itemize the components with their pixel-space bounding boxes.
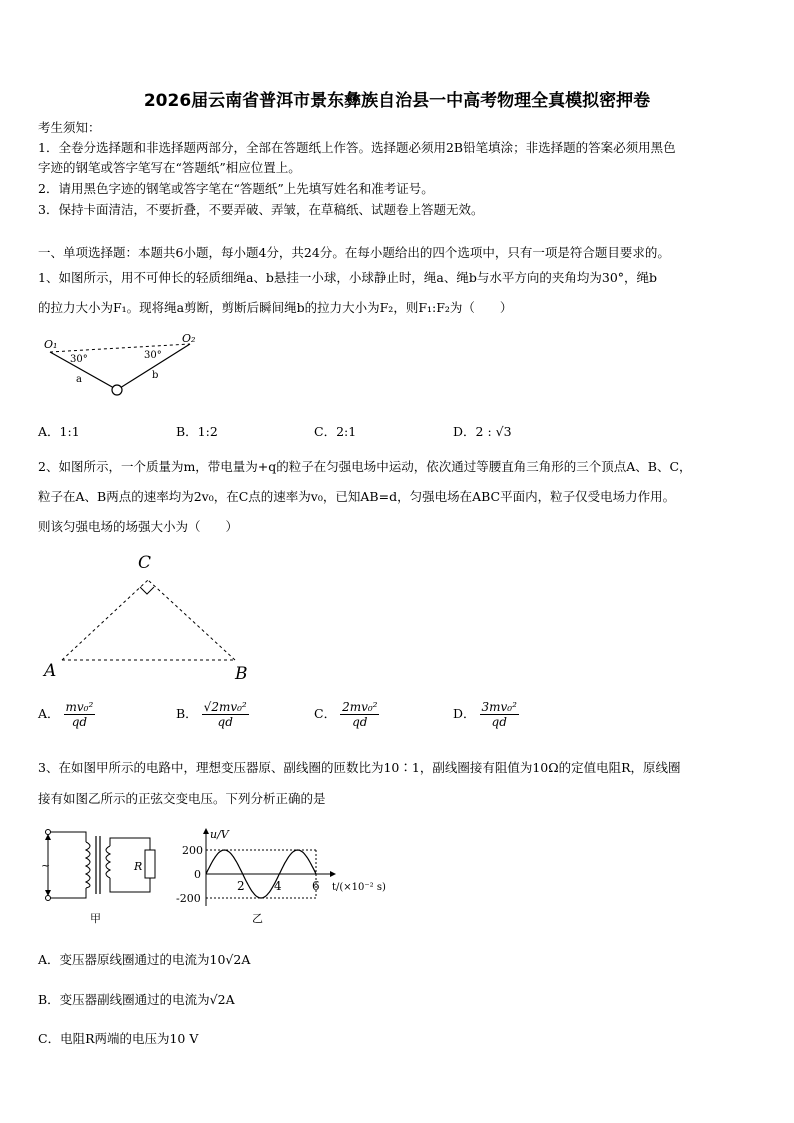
x-tick-2: 2: [237, 879, 245, 893]
label-rope-b: b: [152, 370, 159, 381]
ceiling-dashed-line: [50, 344, 190, 352]
vertex-a: A: [44, 661, 57, 681]
q2-option-c[interactable]: [314, 700, 379, 729]
terminal-bottom: [46, 896, 51, 901]
secondary-coil: [106, 846, 110, 878]
notice-item-1: 1．全卷分选择题和非选择题两部分，全部在答题纸上作答。选择题必须用2B铅笔填涂；非选择题的答案必须用黑色: [38, 140, 676, 155]
frac-den: qd: [71, 715, 88, 729]
q2-stem-line3: 则该匀强电场的场强大小为（ ）: [38, 519, 239, 534]
frac-num: mv₀²: [65, 700, 94, 714]
q1-option-d[interactable]: [453, 422, 512, 440]
notice-item-2: 2．请用黑色字迹的钢笔或答字笔在“答题纸”上先填写姓名和准考证号。: [38, 181, 434, 196]
q3-option-c[interactable]: C．电阻R两端的电压为10 V: [38, 1031, 199, 1046]
frac-num: 2mv₀²: [342, 700, 378, 714]
q2-figure: [40, 548, 260, 683]
x-tick-6: 6: [312, 879, 320, 893]
vertex-b: B: [235, 664, 248, 683]
notice-heading: 考生须知：: [38, 120, 101, 135]
figure-yi-label: 乙: [252, 912, 263, 925]
figure-jia-label: 甲: [90, 912, 101, 925]
q1-stem-line1: 1、如图所示，用不可伸长的轻质细绳a、b悬挂一小球，小球静止时，绳a、绳b与水平方向的夹角均为30°，绳b: [38, 270, 658, 285]
primary-coil: [86, 842, 90, 888]
u-axis-label: u/V: [210, 828, 229, 841]
q2-option-d[interactable]: [453, 700, 519, 729]
q1-option-d-value: 2 : √3: [475, 424, 512, 439]
frac-num: √2mv₀²: [203, 700, 247, 714]
frac-num: 3mv₀²: [481, 700, 517, 714]
y-tick-0: 0: [194, 868, 201, 881]
frac-den: qd: [352, 715, 368, 729]
ball: [112, 385, 122, 395]
label-o2: O₂: [182, 332, 196, 345]
q2-option-d-label: D．: [453, 706, 476, 721]
label-rope-a: a: [76, 374, 82, 385]
resistor: [145, 850, 155, 878]
q3-stem-line1: 3、在如图甲所示的电路中，理想变压器原、副线圈的匝数比为10∶1，副线圈接有阻值为10Ω的定值电阻R，原线圈: [38, 760, 681, 775]
notice-item-1-cont: 字迹的钢笔或答字笔写在“答题纸”相应位置上。: [38, 160, 301, 175]
t-axis-label: t/(×10⁻² s): [332, 882, 386, 893]
q2-stem-line2: 粒子在A、B两点的速率均为2v₀，在C点的速率为v₀，已知AB=d，匀强电场在ABC平面内，粒子仅受电场力作用。: [38, 489, 676, 504]
q2-option-a[interactable]: [38, 700, 95, 729]
section-heading: 一、单项选择题：本题共6小题，每小题4分，共24分。在每小题给出的四个选项中，只有一项是符合题目要求的。: [38, 245, 670, 260]
q3-option-a[interactable]: A．变压器原线圈通过的电流为10√2A: [38, 952, 251, 967]
q2-option-d-frac: [480, 700, 519, 729]
q1-option-a[interactable]: A．1:1: [38, 424, 80, 439]
side-ac: [62, 580, 148, 660]
q1-option-c[interactable]: C．2:1: [314, 424, 357, 439]
ac-source-label: ~: [41, 859, 51, 872]
terminal-top: [46, 830, 51, 835]
q1-option-b[interactable]: B．1:2: [176, 424, 218, 439]
side-bc: [148, 580, 235, 660]
q2-option-c-frac: [340, 700, 379, 729]
frac-den: qd: [217, 715, 233, 729]
frac-den: qd: [491, 715, 507, 729]
q1-option-d-label: D．: [453, 424, 476, 439]
q3-option-b[interactable]: B．变压器副线圈通过的电流为√2A: [38, 992, 235, 1007]
label-o1: O₁: [44, 338, 58, 351]
q1-figure: [36, 330, 211, 400]
label-angle-b: 30°: [144, 350, 162, 361]
y-tick-neg200: -200: [176, 892, 201, 905]
q2-stem-line1: 2、如图所示，一个质量为m，带电量为+q的粒子在匀强电场中运动，依次通过等腰直角三角形的三个顶点A、B、C，: [38, 459, 692, 474]
q2-option-b[interactable]: [176, 700, 249, 729]
q3-stem-line2: 接有如图乙所示的正弦交变电压。下列分析正确的是: [38, 791, 326, 806]
q2-option-b-label: B．: [176, 706, 198, 721]
q2-option-c-label: C．: [314, 706, 337, 721]
q3-voltage-graph: [176, 824, 396, 929]
q2-option-b-frac: [202, 700, 249, 729]
q1-stem-line2: 的拉力大小为F₁。现将绳a剪断，剪断后瞬间绳b的拉力大小为F₂，则F₁:F₂为（ ）: [38, 300, 513, 315]
q2-option-a-frac: [64, 700, 96, 729]
y-tick-200: 200: [182, 844, 203, 857]
x-tick-4: 4: [274, 879, 282, 893]
right-angle-mark: [140, 587, 154, 594]
vertex-c: C: [138, 553, 152, 573]
q3-circuit-figure: [38, 822, 168, 927]
page-title: 2026届云南省普洱市景东彝族自治县一中高考物理全真模拟密押卷: [143, 91, 651, 111]
label-angle-a: 30°: [70, 354, 88, 365]
q2-option-a-label: A．: [38, 706, 60, 721]
resistor-label: R: [134, 860, 143, 873]
notice-item-3: 3．保持卡面清洁，不要折叠，不要弄破、弄皱，在草稿纸、试题卷上答题无效。: [38, 202, 484, 217]
